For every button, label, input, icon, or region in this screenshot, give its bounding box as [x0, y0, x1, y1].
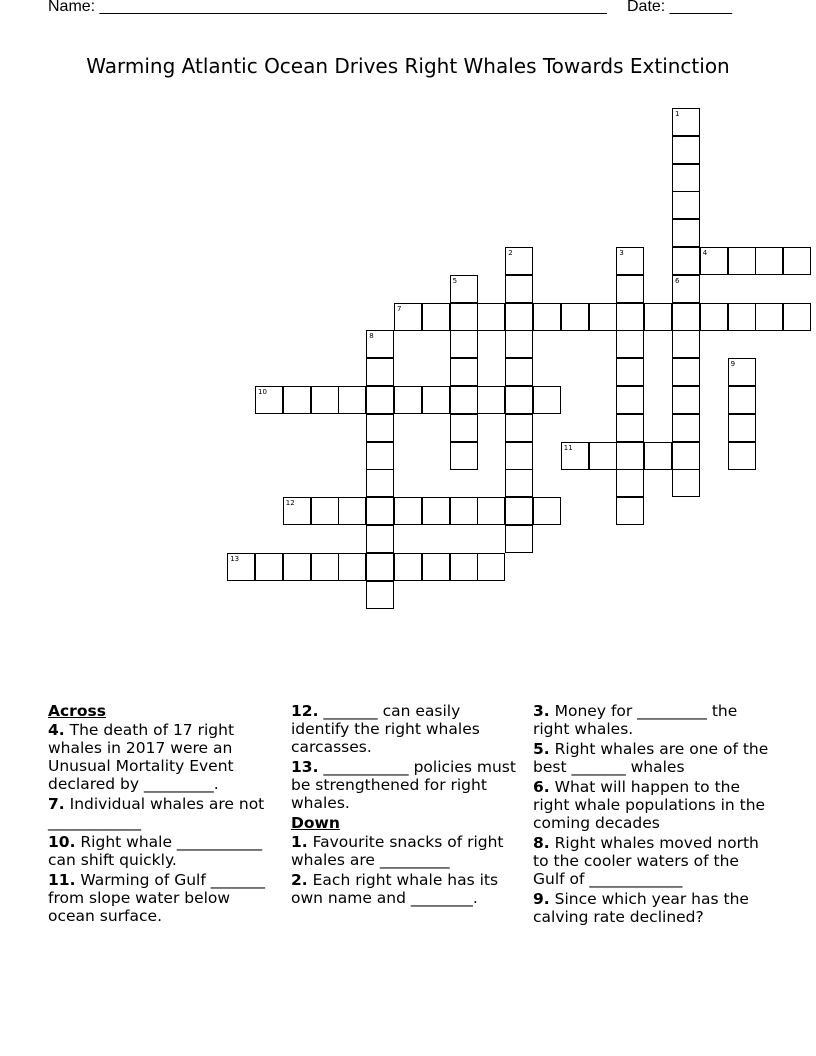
crossword-cell[interactable]	[589, 442, 617, 470]
crossword-cell[interactable]	[338, 386, 366, 414]
crossword-cell[interactable]	[505, 469, 533, 497]
crossword-cell[interactable]	[422, 553, 450, 581]
crossword-cell[interactable]	[672, 469, 700, 497]
crossword-cell[interactable]	[450, 303, 478, 331]
crossword-cell[interactable]	[311, 497, 339, 525]
crossword-cell[interactable]	[422, 497, 450, 525]
clue-down-3: 3. Money for _________ the right whales.	[533, 702, 738, 738]
crossword-cell[interactable]	[616, 386, 644, 414]
crossword-cell[interactable]	[672, 386, 700, 414]
crossword-cell[interactable]	[672, 330, 700, 358]
crossword-cell[interactable]	[505, 442, 533, 470]
crossword-cell[interactable]	[700, 247, 728, 275]
clue-number: 2	[508, 249, 513, 257]
crossword-cell[interactable]	[450, 330, 478, 358]
crossword-cell[interactable]	[338, 553, 366, 581]
clue-down-5: 5. Right whales are one of the best _______ whales	[533, 740, 769, 776]
crossword-cell[interactable]	[728, 303, 756, 331]
clue-number: 10	[258, 388, 267, 396]
crossword-cell[interactable]	[450, 358, 478, 386]
crossword-cell[interactable]	[505, 247, 533, 275]
clue-number: 1	[675, 110, 680, 118]
crossword-cell[interactable]	[422, 303, 450, 331]
crossword-cell[interactable]	[783, 247, 811, 275]
crossword-cell[interactable]	[672, 136, 700, 164]
crossword-cell[interactable]	[616, 303, 644, 331]
crossword-cell[interactable]	[672, 303, 700, 331]
clue-number: 9	[730, 360, 736, 369]
clue-down-1: 1. Favourite snacks of right whales are _________	[291, 833, 504, 869]
crossword-cell[interactable]	[255, 386, 283, 414]
crossword-cell[interactable]	[589, 303, 617, 331]
crossword-cell[interactable]	[783, 303, 811, 331]
crossword-cell[interactable]	[728, 414, 756, 442]
crossword-cell[interactable]	[366, 414, 394, 442]
crossword-cell[interactable]	[644, 303, 672, 331]
crossword-cell[interactable]	[311, 553, 339, 581]
crossword-cell[interactable]	[394, 303, 422, 331]
crossword-cell[interactable]	[477, 303, 505, 331]
crossword-cell[interactable]	[616, 330, 644, 358]
crossword-cell[interactable]	[505, 414, 533, 442]
clues-column-1	[48, 702, 278, 927]
crossword-cell[interactable]	[477, 386, 505, 414]
clue-number: 13	[230, 554, 240, 563]
crossword-cell[interactable]	[505, 330, 533, 358]
crossword-cell[interactable]	[505, 386, 533, 414]
crossword-cell[interactable]	[616, 414, 644, 442]
name-field[interactable]: Name: _________________________________________________________	[48, 0, 607, 15]
crossword-cell[interactable]	[450, 275, 478, 303]
crossword-cell[interactable]	[450, 497, 478, 525]
clue-number: 4	[702, 249, 708, 257]
crossword-cell[interactable]	[366, 442, 394, 470]
date-field[interactable]: Date: _______	[627, 0, 732, 15]
crossword-cell[interactable]	[394, 386, 422, 414]
crossword-cell[interactable]	[283, 497, 311, 525]
crossword-cell[interactable]	[672, 164, 700, 192]
crossword-cell[interactable]	[728, 247, 756, 275]
clue-across-7: 7. Individual whales are not ____________	[48, 795, 265, 831]
crossword-cell[interactable]	[394, 497, 422, 525]
down-heading: Down	[291, 814, 340, 832]
crossword-cell[interactable]	[672, 442, 700, 470]
crossword-cell[interactable]	[755, 247, 783, 275]
crossword-cell[interactable]	[366, 525, 394, 553]
crossword-cell[interactable]	[672, 219, 700, 247]
crossword-cell[interactable]	[616, 442, 644, 470]
clue-number: 12	[285, 499, 295, 508]
crossword-cell[interactable]	[505, 303, 533, 331]
crossword-cell[interactable]	[394, 553, 422, 581]
crossword-cell[interactable]	[505, 275, 533, 303]
clue-down-8: 8. Right whales moved north to the cooler waters of the Gulf of ____________	[533, 834, 759, 888]
clue-number: 11	[563, 443, 573, 452]
clues-column-2	[291, 702, 521, 909]
crossword-cell[interactable]	[672, 414, 700, 442]
crossword-cell[interactable]	[728, 358, 756, 386]
clue-number: 7	[397, 304, 402, 313]
crossword-cell[interactable]	[616, 358, 644, 386]
crossword-cell[interactable]	[672, 358, 700, 386]
crossword-cell[interactable]	[422, 386, 450, 414]
crossword-cell[interactable]	[728, 386, 756, 414]
crossword-cell[interactable]	[672, 191, 700, 219]
clue-number: 5	[452, 276, 458, 285]
crossword-cell[interactable]	[366, 497, 394, 525]
crossword-cell[interactable]	[728, 442, 756, 470]
crossword-cell[interactable]	[450, 553, 478, 581]
crossword-cell[interactable]	[505, 525, 533, 553]
crossword-cell[interactable]	[672, 275, 700, 303]
clue-across-11: 11. Warming of Gulf _______ from slope water below ocean surface.	[48, 871, 265, 925]
crossword-cell[interactable]	[311, 386, 339, 414]
crossword-cell[interactable]	[561, 303, 589, 331]
crossword-cell[interactable]	[672, 247, 700, 275]
crossword-cell[interactable]	[450, 386, 478, 414]
crossword-cell[interactable]	[561, 442, 589, 470]
crossword-cell[interactable]	[366, 469, 394, 497]
clue-number: 8	[369, 332, 374, 341]
crossword-cell[interactable]	[283, 553, 311, 581]
clue-across-12: 12. _______ can easily identify the right whales carcasses.	[291, 702, 480, 756]
clue-number: 3	[619, 249, 624, 257]
clues-column-3	[533, 702, 773, 928]
crossword-cell[interactable]	[366, 386, 394, 414]
crossword-cell[interactable]	[616, 497, 644, 525]
crossword-cell[interactable]	[616, 275, 644, 303]
crossword-cell[interactable]	[283, 386, 311, 414]
crossword-cell[interactable]	[755, 303, 783, 331]
crossword-cell[interactable]	[533, 303, 561, 331]
crossword-cell[interactable]	[366, 330, 394, 358]
crossword-cell[interactable]	[505, 497, 533, 525]
clue-down-9: 9. Since which year has the calving rate declined?	[533, 890, 749, 926]
crossword-cell[interactable]	[700, 303, 728, 331]
page-title: Warming Atlantic Ocean Drives Right Whales Towards Extinction	[86, 54, 730, 78]
crossword-cell[interactable]	[255, 553, 283, 581]
crossword-cell[interactable]	[672, 108, 700, 136]
clue-across-13: 13. ___________ policies must be strengthened for right whales.	[291, 758, 516, 812]
crossword-cell[interactable]	[366, 553, 394, 581]
crossword-cell[interactable]	[616, 247, 644, 275]
clue-across-10: 10. Right whale ___________ can shift quickly.	[48, 833, 263, 869]
crossword-cell[interactable]	[533, 386, 561, 414]
crossword-cell[interactable]	[450, 414, 478, 442]
clue-number: 6	[675, 276, 680, 285]
crossword-cell[interactable]	[533, 497, 561, 525]
crossword-cell[interactable]	[505, 358, 533, 386]
clue-across-4: 4. The death of 17 right whales in 2017 were an Unusual Mortality Event declared by _________.	[48, 721, 235, 793]
crossword-cell[interactable]	[450, 442, 478, 470]
crossword-cell[interactable]	[366, 358, 394, 386]
crossword-cell[interactable]	[366, 581, 394, 609]
crossword-cell[interactable]	[616, 469, 644, 497]
crossword-cell[interactable]	[477, 553, 505, 581]
crossword-cell[interactable]	[477, 497, 505, 525]
clue-down-2: 2. Each right whale has its own name and ________.	[291, 871, 499, 907]
across-heading: Across	[48, 702, 106, 720]
crossword-cell[interactable]	[644, 442, 672, 470]
crossword-cell[interactable]	[227, 553, 255, 581]
crossword-cell[interactable]	[338, 497, 366, 525]
clue-down-6: 6. What will happen to the right whale populations in the coming decades	[533, 778, 766, 832]
